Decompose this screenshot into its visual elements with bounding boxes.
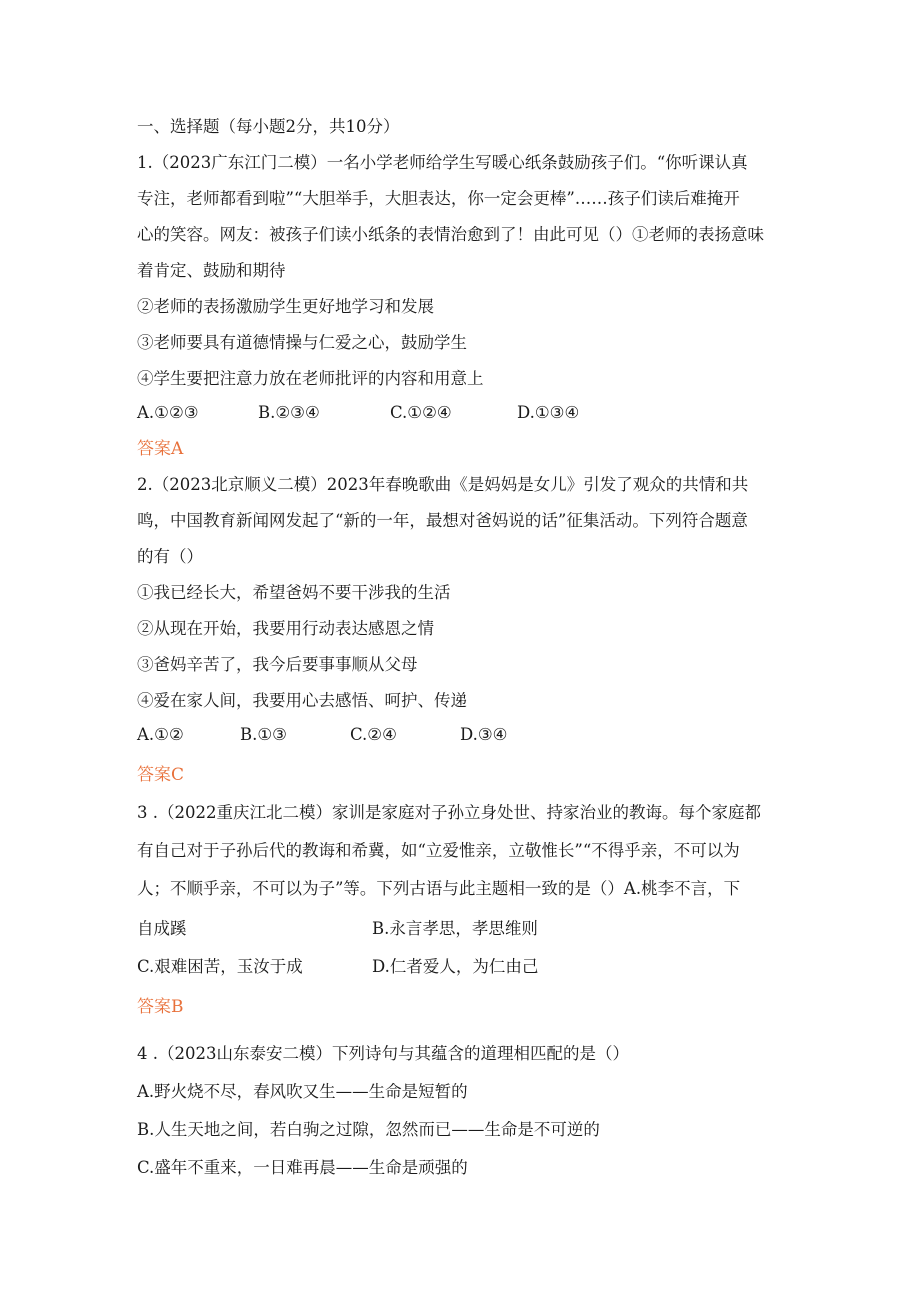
q3-option-b: B.永言孝思，孝思维则 (372, 919, 538, 938)
q2-option-b: B.①③ (240, 725, 287, 744)
q3-option-a-cont: 自成蹊 (137, 919, 187, 938)
q3-line-3: 人；不顺乎亲，不可以为子”等。下列古语与此主题相一致的是（）A.桃李不言，下 (137, 879, 741, 898)
q1-statement-4: ④学生要把注意力放在老师批评的内容和用意上 (137, 369, 484, 388)
q2-statement-1: ①我已经长大，希望爸妈不要干涉我的生活 (137, 583, 451, 602)
q1-line-2: 专注，老师都看到啦”“大胆举手，大胆表达，你一定会更棒”……孩子们读后难掩开 (137, 189, 740, 208)
q2-option-d: D.③④ (460, 725, 508, 744)
q2-option-c: C.②④ (350, 725, 397, 744)
q1-option-c: C.①②④ (390, 403, 452, 422)
q2-line-2: 鸣，中国教育新闻网发起了“新的一年，最想对爸妈说的话”征集活动。下列符合题意 (137, 511, 748, 530)
q1-option-a: A.①②③ (137, 403, 199, 422)
q4-option-c: C.盛年不重来，一日难再晨——生命是顽强的 (137, 1158, 468, 1177)
q1-option-d: D.①③④ (517, 403, 580, 422)
q3-answer: 答案B (137, 997, 184, 1017)
q3-option-d: D.仁者爱人，为仁由己 (372, 957, 539, 976)
q4-option-a: A.野火烧不尽，春风吹又生——生命是短暂的 (137, 1082, 468, 1101)
q2-line-3: 的有（） (137, 547, 203, 566)
q3-line-1: 3 .（2022重庆江北二模）家训是家庭对子孙立身处世、持家治业的教诲。每个家庭都 (137, 803, 761, 822)
section-title: 一、选择题（每小题2分，共10分） (137, 117, 400, 136)
q4-line-1: 4 .（2023山东泰安二模）下列诗句与其蕴含的道理相匹配的是（） (137, 1044, 629, 1063)
q1-line-4: 着肯定、鼓励和期待 (137, 261, 286, 280)
q2-statement-2: ②从现在开始，我要用行动表达感恩之情 (137, 619, 434, 638)
q3-option-c: C.艰难困苦，玉汝于成 (137, 957, 303, 976)
q2-line-1: 2.（2023北京顺义二模）2023年春晚歌曲《是妈妈是女儿》引发了观众的共情和共 (137, 475, 749, 494)
q1-statement-2: ②老师的表扬激励学生更好地学习和发展 (137, 297, 434, 316)
q4-option-b: B.人生天地之间，若白驹之过隙，忽然而已——生命是不可逆的 (137, 1120, 600, 1139)
q2-answer: 答案C (137, 765, 185, 785)
q1-option-b: B.②③④ (258, 403, 320, 422)
q1-answer: 答案A (137, 439, 184, 459)
q1-line-1: 1.（2023广东江门二模）一名小学老师给学生写暖心纸条鼓励孩子们。“你听课认真 (137, 153, 748, 172)
q3-line-2: 有自己对于子孙后代的教诲和希冀，如“立爱惟亲，立敬惟长”“不得乎亲，不可以为 (137, 841, 740, 860)
q1-statement-3: ③老师要具有道德情操与仁爱之心，鼓励学生 (137, 333, 467, 352)
q1-line-3: 心的笑容。网友：被孩子们读小纸条的表情治愈到了！由此可见（）①老师的表扬意味 (137, 225, 764, 244)
q2-statement-4: ④爱在家人间，我要用心去感悟、呵护、传递 (137, 691, 467, 710)
q2-statement-3: ③爸妈辛苦了，我今后要事事顺从父母 (137, 655, 418, 674)
q2-option-a: A.①② (137, 725, 184, 744)
